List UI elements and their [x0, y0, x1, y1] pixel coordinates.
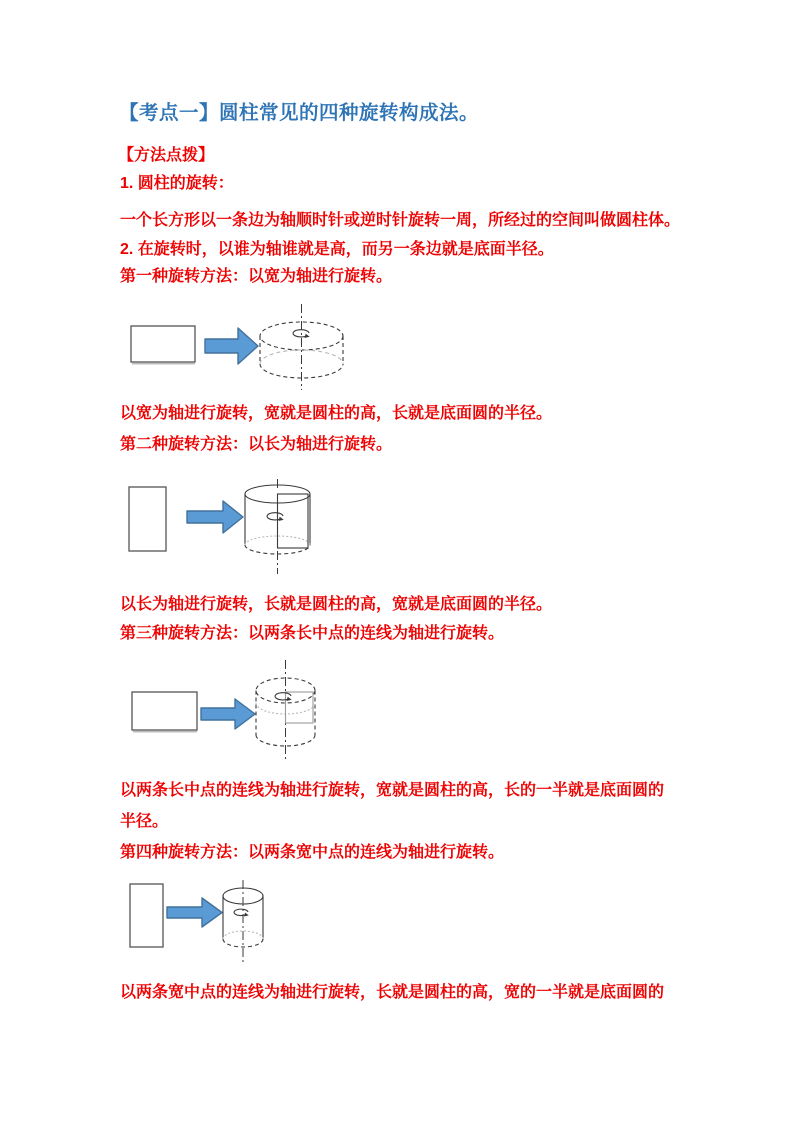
method-4-note: 以两条宽中点的连线为轴进行旋转，长就是圆柱的高，宽的一半就是底面圆的 — [120, 984, 665, 1001]
flat-cylinder-figure — [260, 304, 343, 390]
method-3-title: 第三种旋转方法：以两条长中点的连线为轴进行旋转。 — [120, 625, 505, 642]
transform-arrow-icon — [201, 699, 255, 729]
page-title: 【考点一】圆柱常见的四种旋转构成法。 — [119, 102, 480, 124]
method-1-title: 第一种旋转方法：以宽为轴进行旋转。 — [120, 268, 393, 285]
source-rectangle — [130, 884, 163, 947]
transform-arrow-icon — [187, 501, 243, 533]
transform-arrow-icon — [167, 898, 222, 927]
method-1-note: 以宽为轴进行旋转，宽就是圆柱的高，长就是底面圆的半径。 — [120, 405, 553, 422]
method-2-note: 以长为轴进行旋转，长就是圆柱的高，宽就是底面圆的半径。 — [120, 596, 553, 613]
half-radius-cylinder-figure — [256, 660, 315, 759]
rotation-arrow-icon — [267, 513, 284, 521]
source-rectangle — [132, 692, 197, 732]
tall-cylinder-figure — [245, 479, 310, 574]
narrow-cylinder-figure — [223, 880, 263, 963]
point1-body: 一个长方形以一条边为轴顺时针或逆时针旋转一周，所经过的空间叫做圆柱体。 — [120, 212, 681, 229]
rotation-arrow-icon — [275, 693, 292, 701]
method-3-note-line1: 以两条长中点的连线为轴进行旋转，宽就是圆柱的高，长的一半就是底面圆的 — [120, 782, 665, 799]
diagram-rotate-around-width — [125, 302, 360, 392]
source-rectangle — [129, 487, 166, 551]
inner-half-rectangle — [286, 692, 314, 723]
diagram-rotate-around-long-midline — [125, 658, 330, 763]
method-tips-label: 【方法点拨】 — [118, 147, 215, 164]
method-4-title: 第四种旋转方法：以两条宽中点的连线为轴进行旋转。 — [120, 844, 505, 861]
method-3-note-line2: 半径。 — [120, 813, 169, 830]
diagram-rotate-around-short-midline — [125, 878, 280, 966]
source-rectangle — [131, 326, 195, 364]
point1-title: 1. 圆柱的旋转： — [120, 175, 234, 192]
diagram-rotate-around-length — [125, 477, 330, 577]
transform-arrow-icon — [205, 328, 258, 364]
rotation-arrow-icon — [234, 909, 249, 916]
point2-text: 2. 在旋转时，以谁为轴谁就是高，而另一条边就是底面半径。 — [120, 241, 554, 258]
method-2-title: 第二种旋转方法：以长为轴进行旋转。 — [120, 436, 393, 453]
